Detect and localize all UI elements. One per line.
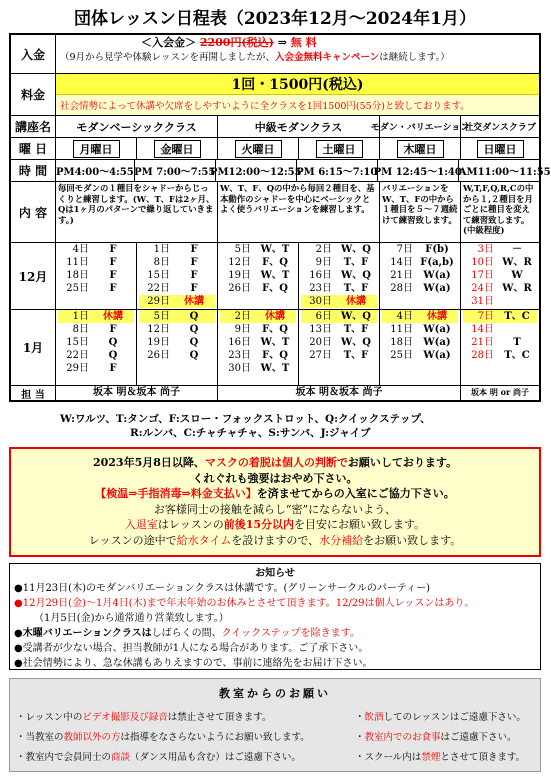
weekday: 木曜日 bbox=[397, 140, 444, 158]
date: 23日 bbox=[309, 283, 332, 294]
date-entry bbox=[220, 349, 296, 362]
date-column bbox=[218, 310, 299, 385]
date: 9日 bbox=[234, 324, 251, 335]
date-entry bbox=[220, 310, 296, 323]
date: 8日 bbox=[153, 257, 170, 268]
dance-code: Q bbox=[108, 337, 118, 348]
row-december bbox=[11, 243, 539, 310]
oshirase-item: ●12月29日(金)～1月4日(木)まで年末年始のお休みとさせて頂きます。12/29は個人レッスンはあり。 bbox=[14, 598, 475, 609]
date: 23日 bbox=[228, 350, 251, 361]
date: 22日 bbox=[66, 350, 89, 361]
date: 11日 bbox=[390, 324, 413, 335]
oshirase-item: しばらくの間、 bbox=[151, 628, 222, 639]
teacher: 坂本 明＆坂本 尚子 bbox=[56, 386, 218, 400]
date-entry bbox=[382, 243, 458, 256]
dance-code: F bbox=[190, 283, 198, 294]
legend-line: R:ルンバ、C:チャチャチャ、S:サンバ、J:ジャイブ bbox=[130, 427, 371, 439]
class-time: PM12:00～12:55 bbox=[209, 167, 302, 178]
label-ryokin: 料金 bbox=[11, 74, 56, 115]
date-entry bbox=[58, 310, 134, 323]
date-column bbox=[299, 243, 380, 309]
date-entry bbox=[58, 362, 134, 375]
date-entry bbox=[58, 323, 134, 336]
weekday: 月曜日 bbox=[73, 140, 120, 158]
notice-text: お願いしております。 bbox=[347, 456, 458, 469]
date: 21日 bbox=[471, 337, 494, 348]
oshirase-title: お知らせ bbox=[255, 568, 295, 579]
date-entry bbox=[58, 256, 134, 269]
date-entry bbox=[382, 269, 458, 282]
dance-code: F bbox=[109, 283, 117, 294]
date-entry bbox=[463, 349, 537, 362]
teacher: 坂本 明 or 尚子 bbox=[471, 387, 529, 397]
date-entry bbox=[382, 349, 458, 362]
date: 30日 bbox=[228, 363, 251, 374]
schedule-table bbox=[9, 33, 551, 402]
notice-text: 水分補給 bbox=[319, 533, 364, 547]
date-column bbox=[137, 243, 218, 309]
date: 3日 bbox=[477, 244, 494, 255]
notice-text: くれぐれも強要はおやめ下さい。 bbox=[192, 471, 358, 485]
row-naiyou bbox=[11, 182, 539, 243]
date-entry bbox=[58, 349, 134, 362]
date-entry bbox=[463, 282, 537, 295]
date: 16日 bbox=[309, 270, 332, 281]
dance-code: F、Q bbox=[262, 350, 288, 361]
request-item: ・教室内でのお食事はご遠慮下さい。 bbox=[355, 732, 517, 743]
oshirase-box bbox=[9, 563, 541, 670]
date: 11日 bbox=[66, 257, 89, 268]
class-desc: 毎回モダンの１種目をシャドーからじっくりと練習します。(W、T、Fは2ヶ月、Qは1ヶ月のパターンで繰り返していきます。) bbox=[58, 183, 215, 225]
dance-code: F、Q bbox=[262, 324, 288, 335]
date: 2日 bbox=[234, 311, 251, 322]
row-ryokin bbox=[11, 74, 539, 116]
dance-code: W、Q bbox=[341, 270, 371, 281]
date: 19日 bbox=[228, 270, 251, 281]
dance-code: F、Q bbox=[262, 283, 288, 294]
date: 9日 bbox=[315, 257, 332, 268]
notice-text: 2023年5月8日以降、 bbox=[92, 456, 205, 469]
class-desc: W、T、F、Qの中から毎回２種目を、基本動作のシャドーを中心にベーシックとよく使うバリエーションを練習します。 bbox=[220, 183, 375, 214]
dance-code: T、F bbox=[343, 257, 369, 268]
dance-code: W、T bbox=[260, 270, 290, 281]
class-time: PM4:00～4:55 bbox=[56, 167, 134, 178]
date: 2日 bbox=[315, 244, 332, 255]
date-entry bbox=[139, 256, 215, 269]
date: 13日 bbox=[309, 324, 332, 335]
date: 6日 bbox=[315, 311, 332, 322]
label-kouza: 講座名 bbox=[11, 116, 56, 137]
date-column bbox=[299, 310, 380, 385]
dance-code: 休講 bbox=[346, 296, 366, 307]
nyukai-line: ＜入会金＞ 2200円(税込) ⇒ 無 料 bbox=[141, 36, 317, 49]
dance-code: W、Q bbox=[341, 337, 371, 348]
date: 29日 bbox=[147, 296, 170, 307]
class-desc: バリエーションをW、T、Fの中から１種目を５～７週続けて練習致します。 bbox=[382, 183, 458, 225]
date-entry bbox=[139, 282, 215, 295]
date-entry bbox=[220, 362, 296, 375]
date-entry bbox=[220, 336, 296, 349]
date-entry bbox=[139, 269, 215, 282]
date: 26日 bbox=[228, 283, 251, 294]
notice-text: レッスンの途中で bbox=[88, 533, 177, 547]
row-january bbox=[11, 310, 539, 386]
dance-code: F bbox=[190, 257, 198, 268]
date: 30日 bbox=[309, 296, 332, 307]
date-entry bbox=[220, 243, 296, 256]
dance-code: W、T bbox=[260, 244, 290, 255]
dance-code: F、Q bbox=[262, 257, 288, 268]
dance-code: W、T bbox=[260, 337, 290, 348]
dance-code: F bbox=[190, 270, 198, 281]
date-entry bbox=[301, 349, 377, 362]
notice-text: マスクの着脱は個人の判断で bbox=[204, 456, 348, 469]
date-entry bbox=[139, 295, 215, 308]
date-entry bbox=[139, 323, 215, 336]
class-name: モダン・バリエーション bbox=[370, 123, 470, 133]
date-entry bbox=[58, 282, 134, 295]
date: 18日 bbox=[390, 337, 413, 348]
weekday: 土曜日 bbox=[316, 140, 363, 158]
free-label: 無 料 bbox=[290, 36, 317, 49]
date-entry bbox=[220, 256, 296, 269]
notice-text: 前後15分以内 bbox=[223, 518, 295, 531]
dance-code: F bbox=[109, 324, 117, 335]
weekday: 日曜日 bbox=[477, 140, 524, 158]
dance-code: W、R bbox=[502, 257, 532, 268]
oshirase-item: ●木曜バリエーションクラスは bbox=[14, 628, 152, 639]
request-item: ・教室内で会員同士の商談（ダンス用品も含む）はご遠慮下さい。 bbox=[16, 752, 301, 763]
date: 31日 bbox=[471, 296, 494, 307]
notice-text: をお願い致します。 bbox=[363, 533, 462, 547]
dance-code: W、T bbox=[260, 363, 290, 374]
dance-code: Q bbox=[189, 350, 199, 361]
date: 15日 bbox=[66, 337, 89, 348]
date-column bbox=[380, 243, 461, 309]
date: 15日 bbox=[147, 270, 170, 281]
date: 25日 bbox=[66, 283, 89, 294]
class-name: モダンベーシッククラス bbox=[76, 120, 197, 134]
label-january: 1月 bbox=[11, 310, 56, 385]
date: 20日 bbox=[309, 337, 332, 348]
date-entry bbox=[301, 336, 377, 349]
date-entry bbox=[301, 310, 377, 323]
date-column bbox=[56, 310, 137, 385]
oshirase-item: クイックステップを除きます。 bbox=[221, 628, 360, 639]
weekday: 金曜日 bbox=[154, 140, 201, 158]
notice-text: を設けますので、 bbox=[231, 533, 320, 547]
price-note: 社会情勢によって休講や欠席をしやすいように全クラスを1回1500円(55分)と致しております。 bbox=[60, 101, 470, 112]
dance-code: T、C bbox=[504, 311, 530, 322]
date-entry bbox=[301, 282, 377, 295]
date: 21日 bbox=[390, 270, 413, 281]
date: 7日 bbox=[396, 244, 413, 255]
notice-text: を目安にお願い致します。 bbox=[294, 518, 426, 531]
dance-code: 休講 bbox=[184, 296, 204, 307]
oshirase-item: （1月5日(金)から通常通り営業致します。） bbox=[34, 613, 229, 624]
date: 28日 bbox=[390, 283, 413, 294]
date-entry bbox=[139, 310, 215, 323]
dance-code: F bbox=[190, 244, 198, 255]
date: 4日 bbox=[72, 244, 89, 255]
price: 1回・1500円(税込) bbox=[56, 74, 539, 95]
row-youbi bbox=[11, 138, 539, 160]
dance-code: T bbox=[513, 337, 521, 348]
dance-code: T、F bbox=[343, 324, 369, 335]
dance-code: Q bbox=[189, 311, 199, 322]
date: 28日 bbox=[471, 350, 494, 361]
oshirase-item: ●11月23日(木)のモダンバリエーションクラスは休講です。(グリーンサークルのパーティー) bbox=[14, 583, 430, 594]
oshirase-item: ●社会情勢により、急な休講もありえますので、事前に連絡先をお届け下さい。 bbox=[14, 658, 373, 669]
date-entry bbox=[463, 295, 537, 308]
date-entry bbox=[139, 349, 215, 362]
date-column bbox=[137, 310, 218, 385]
date-entry bbox=[301, 295, 377, 308]
dance-code: F bbox=[109, 244, 117, 255]
class-name: 中級モダンクラス bbox=[254, 120, 343, 134]
row-jikan bbox=[11, 160, 551, 182]
dance-code: W、Q bbox=[341, 244, 371, 255]
notice-text: 給水タイム bbox=[176, 533, 232, 547]
date-column bbox=[218, 243, 299, 309]
class-time: PM 6:15～7:10 bbox=[296, 167, 378, 178]
date-entry bbox=[382, 310, 458, 323]
date: 14日 bbox=[390, 257, 413, 268]
date-column bbox=[56, 243, 137, 309]
date-entry bbox=[220, 323, 296, 336]
date-entry bbox=[463, 269, 537, 282]
row-kouza bbox=[11, 116, 539, 138]
date-entry bbox=[463, 323, 537, 336]
dance-code: W(a) bbox=[423, 283, 451, 294]
date-entry bbox=[382, 256, 458, 269]
dance-code: 休講 bbox=[427, 311, 447, 322]
date: 5日 bbox=[234, 244, 251, 255]
dance-code: W(a) bbox=[423, 324, 451, 335]
old-price: 2200円(税込) bbox=[199, 36, 274, 49]
date: 1日 bbox=[153, 244, 170, 255]
requests-title: 教室からのお願い bbox=[219, 687, 331, 700]
date-entry bbox=[58, 336, 134, 349]
class-time: PM 12:45～1:40 bbox=[373, 167, 462, 178]
row-nyukai bbox=[11, 35, 539, 74]
dance-code: Q bbox=[108, 350, 118, 361]
date: 7日 bbox=[477, 311, 494, 322]
date-entry bbox=[220, 282, 296, 295]
date-entry bbox=[58, 269, 134, 282]
date-entry bbox=[301, 243, 377, 256]
date: 8日 bbox=[72, 324, 89, 335]
dance-code: 休講 bbox=[265, 311, 285, 322]
notice-box bbox=[9, 447, 541, 557]
oshirase-item: ●受講者が少ない場合、担当教師が1人になる場合があります。ご了承下さい。 bbox=[14, 643, 369, 654]
date: 26日 bbox=[147, 350, 170, 361]
requests-box bbox=[9, 678, 541, 772]
date: 4日 bbox=[396, 311, 413, 322]
dance-code bbox=[497, 295, 537, 308]
class-time: AM11:00～11:55 bbox=[458, 167, 551, 178]
dance-code: W(a) bbox=[423, 350, 451, 361]
date: 5日 bbox=[153, 311, 170, 322]
date-entry bbox=[463, 336, 537, 349]
dance-code: W(a) bbox=[423, 337, 451, 348]
date: 18日 bbox=[66, 270, 89, 281]
date: 25日 bbox=[390, 350, 413, 361]
dance-code bbox=[497, 323, 537, 336]
date: 12日 bbox=[228, 257, 251, 268]
dance-code: F bbox=[109, 257, 117, 268]
notice-text: 入退室 bbox=[124, 518, 158, 531]
label-naiyou: 内 容 bbox=[11, 182, 56, 242]
dance-code: W、R bbox=[502, 283, 532, 294]
date-entry bbox=[139, 243, 215, 256]
date-entry bbox=[382, 336, 458, 349]
label-jikan: 時 間 bbox=[11, 160, 56, 181]
nyukai-note: （9月から見学や体験レッスンを再開しましたが、入会金無料キャンペーンは継続します。） bbox=[60, 52, 450, 63]
weekday: 火曜日 bbox=[235, 140, 282, 158]
class-desc: W,T,F,Q,R,Cの中から１,２種目を月ごとに種目を変えて練習致します。(中級程度) bbox=[463, 183, 534, 235]
legend-line: W:ワルツ、T:タンゴ、F:スロー・フォックストロット、Q:クイックステップ、 bbox=[60, 413, 431, 425]
dance-code: T、F bbox=[343, 350, 369, 361]
date-entry bbox=[301, 256, 377, 269]
dance-code: 休講 bbox=[103, 311, 123, 322]
date-column bbox=[380, 310, 461, 385]
dance-code: T、C bbox=[504, 350, 530, 361]
dance-code: F bbox=[109, 270, 117, 281]
date: 16日 bbox=[228, 337, 251, 348]
date-column bbox=[461, 310, 539, 385]
dance-code: F(b) bbox=[425, 244, 449, 255]
date-entry bbox=[301, 323, 377, 336]
notice-text: はレッスンの bbox=[157, 518, 224, 531]
label-nyukai: 入金 bbox=[11, 35, 56, 73]
dance-code: Q bbox=[189, 324, 199, 335]
date: 12日 bbox=[147, 324, 170, 335]
request-item: ・スクール内は禁煙とさせて頂きます。 bbox=[355, 752, 526, 763]
date-entry bbox=[58, 243, 134, 256]
date-entry bbox=[301, 269, 377, 282]
date-entry bbox=[220, 269, 296, 282]
date-entry bbox=[139, 336, 215, 349]
dance-code: W(a) bbox=[423, 270, 451, 281]
date: 24日 bbox=[471, 283, 494, 294]
date-entry bbox=[382, 282, 458, 295]
class-name: 社交ダンスクラブ bbox=[464, 123, 536, 133]
label-youbi: 曜 日 bbox=[11, 138, 56, 159]
row-tanto bbox=[11, 386, 539, 400]
date: 19日 bbox=[147, 337, 170, 348]
date-entry bbox=[463, 243, 537, 256]
request-item: ・当教室の教師以外の方は指導をなさらないようにお願い致します。 bbox=[16, 732, 310, 743]
date-column bbox=[461, 243, 539, 309]
label-december: 12月 bbox=[11, 243, 56, 309]
date: 29日 bbox=[66, 363, 89, 374]
dance-legend bbox=[60, 412, 520, 440]
request-item: ・レッスン中のビデオ撮影及び録音は禁止させて頂きます。 bbox=[16, 712, 272, 723]
class-time: PM 7:00～7:55 bbox=[134, 167, 216, 178]
date-entry bbox=[382, 323, 458, 336]
dance-code: W、Q bbox=[341, 311, 371, 322]
date-entry bbox=[463, 310, 537, 323]
date: 22日 bbox=[147, 283, 170, 294]
notice-text: を済ませてからの入室にご協力下さい。 bbox=[256, 487, 455, 500]
dance-code: － bbox=[512, 244, 522, 255]
date: 1日 bbox=[72, 311, 89, 322]
date-entry bbox=[463, 256, 537, 269]
date: 27日 bbox=[309, 350, 332, 361]
dance-code: F(a,b) bbox=[420, 257, 454, 268]
date: 17日 bbox=[471, 270, 494, 281]
notice-text: 【検温⇒手指消毒⇒料金支払い】 bbox=[95, 487, 257, 500]
dance-code: F bbox=[109, 363, 117, 374]
dance-code: W bbox=[511, 270, 523, 281]
label-tanto: 担 当 bbox=[11, 386, 56, 400]
dance-code: Q bbox=[189, 337, 199, 348]
dance-code: T、F bbox=[343, 283, 369, 294]
notice-text: お客様同士の接触を減らし“密”にならないよう、 bbox=[153, 502, 397, 516]
page-title: 団体レッスン日程表（2023年12月～2024年1月） bbox=[74, 9, 476, 29]
teacher: 坂本 明＆坂本 尚子 bbox=[218, 386, 461, 400]
date: 14日 bbox=[471, 324, 494, 335]
request-item: ・飲酒してのレッスンはご遠慮下さい。 bbox=[355, 712, 526, 723]
date: 10日 bbox=[471, 257, 494, 268]
